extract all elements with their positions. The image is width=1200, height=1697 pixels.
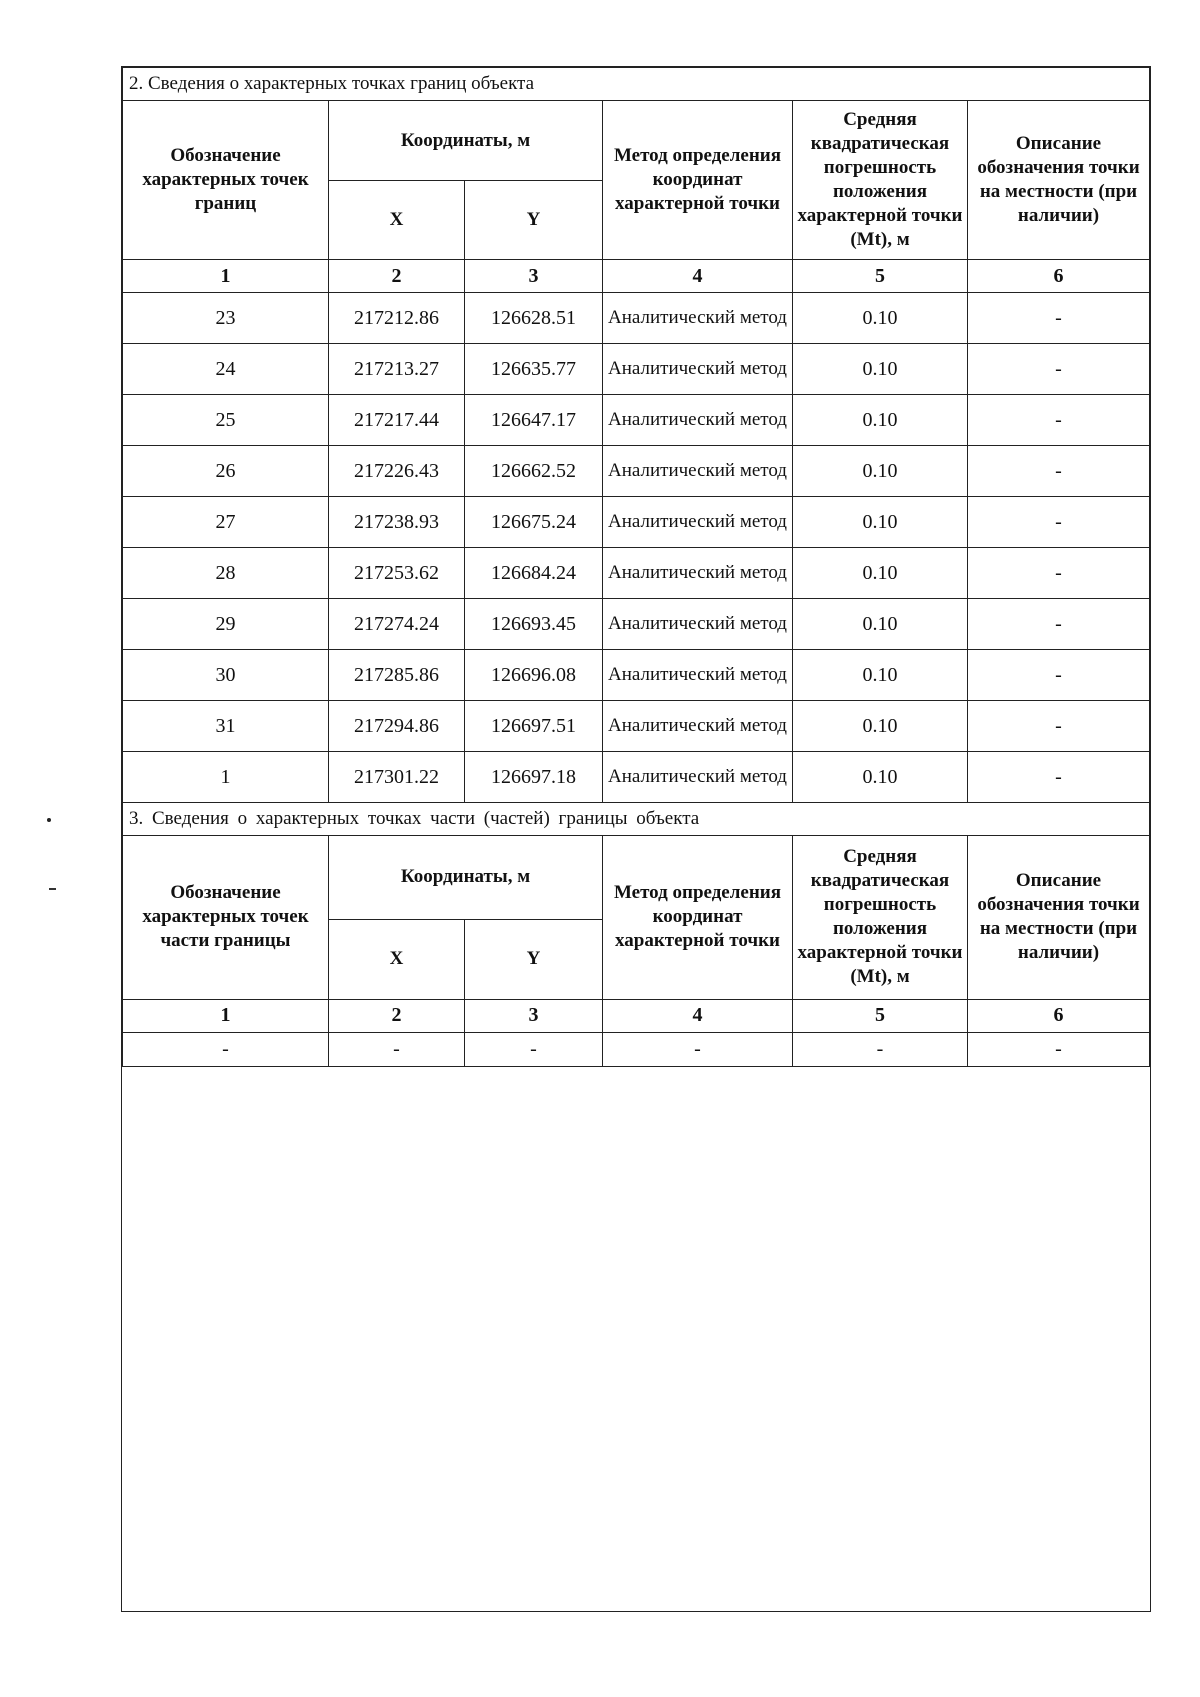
description-cell: - bbox=[968, 344, 1150, 395]
y-coordinate-cell: 126696.08 bbox=[465, 650, 603, 701]
point-designation-cell: 29 bbox=[123, 599, 329, 650]
section2-title: 2. Сведения о характерных точках границ объекта bbox=[123, 68, 1150, 101]
method-cell: Аналитический метод bbox=[603, 395, 793, 446]
document-frame bbox=[121, 66, 1151, 1612]
table-row bbox=[123, 395, 1150, 446]
x-coordinate-cell: 217217.44 bbox=[329, 395, 465, 446]
table-row bbox=[123, 293, 1150, 344]
section2-table bbox=[122, 67, 1150, 803]
method-cell: - bbox=[603, 1032, 793, 1066]
header-error: Средняя квадратическая погрешность положения характерной точки (Mt), м bbox=[793, 101, 968, 260]
y-coordinate-cell: 126693.45 bbox=[465, 599, 603, 650]
table-row bbox=[123, 548, 1150, 599]
x-coordinate-cell: 217226.43 bbox=[329, 446, 465, 497]
header-method: Метод определения координат характерной точки bbox=[603, 835, 793, 999]
table-row bbox=[123, 599, 1150, 650]
point-designation-cell: 28 bbox=[123, 548, 329, 599]
y-coordinate-cell: 126684.24 bbox=[465, 548, 603, 599]
section3-table bbox=[122, 802, 1150, 1067]
y-coordinate-cell: 126662.52 bbox=[465, 446, 603, 497]
point-designation-cell: 23 bbox=[123, 293, 329, 344]
point-designation-cell: 26 bbox=[123, 446, 329, 497]
table-row bbox=[123, 344, 1150, 395]
column-number-row bbox=[123, 260, 1150, 293]
mt-error-cell: 0.10 bbox=[793, 293, 968, 344]
description-cell: - bbox=[968, 293, 1150, 344]
column-number: 3 bbox=[465, 999, 603, 1032]
x-coordinate-cell: 217285.86 bbox=[329, 650, 465, 701]
column-number: 2 bbox=[329, 999, 465, 1032]
x-coordinate-cell: 217238.93 bbox=[329, 497, 465, 548]
y-coordinate-cell: - bbox=[465, 1032, 603, 1066]
method-cell: Аналитический метод bbox=[603, 548, 793, 599]
point-designation-cell: 27 bbox=[123, 497, 329, 548]
x-coordinate-cell: 217253.62 bbox=[329, 548, 465, 599]
header-description: Описание обозначения точки на местности (при наличии) bbox=[968, 101, 1150, 260]
mt-error-cell: 0.10 bbox=[793, 344, 968, 395]
header-error: Средняя квадратическая погрешность положения характерной точки (Mt), м bbox=[793, 835, 968, 999]
method-cell: Аналитический метод bbox=[603, 701, 793, 752]
header-coordinates: Координаты, м bbox=[329, 835, 603, 919]
table-row bbox=[123, 446, 1150, 497]
column-number: 6 bbox=[968, 999, 1150, 1032]
method-cell: Аналитический метод bbox=[603, 752, 793, 803]
mt-error-cell: - bbox=[793, 1032, 968, 1066]
header-x: X bbox=[329, 919, 465, 999]
point-designation-cell: 1 bbox=[123, 752, 329, 803]
mt-error-cell: 0.10 bbox=[793, 650, 968, 701]
scan-artifact-dash bbox=[49, 888, 56, 890]
table-row bbox=[123, 650, 1150, 701]
description-cell: - bbox=[968, 650, 1150, 701]
method-cell: Аналитический метод bbox=[603, 599, 793, 650]
scan-artifact-dot bbox=[47, 818, 51, 822]
column-number-row bbox=[123, 999, 1150, 1032]
header-description: Описание обозначения точки на местности (при наличии) bbox=[968, 835, 1150, 999]
method-cell: Аналитический метод bbox=[603, 293, 793, 344]
y-coordinate-cell: 126675.24 bbox=[465, 497, 603, 548]
point-designation-cell: 31 bbox=[123, 701, 329, 752]
description-cell: - bbox=[968, 446, 1150, 497]
method-cell: Аналитический метод bbox=[603, 650, 793, 701]
x-coordinate-cell: 217213.27 bbox=[329, 344, 465, 395]
header-y: Y bbox=[465, 181, 603, 260]
mt-error-cell: 0.10 bbox=[793, 497, 968, 548]
header-point-designation: Обозначение характерных точек границ bbox=[123, 101, 329, 260]
x-coordinate-cell: 217301.22 bbox=[329, 752, 465, 803]
column-number: 2 bbox=[329, 260, 465, 293]
y-coordinate-cell: 126697.51 bbox=[465, 701, 603, 752]
description-cell: - bbox=[968, 752, 1150, 803]
y-coordinate-cell: 126628.51 bbox=[465, 293, 603, 344]
mt-error-cell: 0.10 bbox=[793, 599, 968, 650]
x-coordinate-cell: - bbox=[329, 1032, 465, 1066]
method-cell: Аналитический метод bbox=[603, 497, 793, 548]
method-cell: Аналитический метод bbox=[603, 344, 793, 395]
column-number: 4 bbox=[603, 999, 793, 1032]
description-cell: - bbox=[968, 395, 1150, 446]
description-cell: - bbox=[968, 599, 1150, 650]
point-designation-cell: 30 bbox=[123, 650, 329, 701]
description-cell: - bbox=[968, 1032, 1150, 1066]
table-row bbox=[123, 701, 1150, 752]
description-cell: - bbox=[968, 497, 1150, 548]
column-number: 6 bbox=[968, 260, 1150, 293]
column-number: 3 bbox=[465, 260, 603, 293]
mt-error-cell: 0.10 bbox=[793, 446, 968, 497]
table-row bbox=[123, 752, 1150, 803]
header-y: Y bbox=[465, 919, 603, 999]
x-coordinate-cell: 217212.86 bbox=[329, 293, 465, 344]
column-number: 4 bbox=[603, 260, 793, 293]
section3-rows bbox=[123, 1032, 1150, 1066]
column-number: 1 bbox=[123, 999, 329, 1032]
header-part-point-designation: Обозначение характерных точек части границы bbox=[123, 835, 329, 999]
mt-error-cell: 0.10 bbox=[793, 701, 968, 752]
table-row bbox=[123, 1032, 1150, 1066]
header-coordinates: Координаты, м bbox=[329, 101, 603, 181]
point-designation-cell: 25 bbox=[123, 395, 329, 446]
description-cell: - bbox=[968, 548, 1150, 599]
mt-error-cell: 0.10 bbox=[793, 752, 968, 803]
section2-rows bbox=[123, 293, 1150, 803]
mt-error-cell: 0.10 bbox=[793, 395, 968, 446]
x-coordinate-cell: 217294.86 bbox=[329, 701, 465, 752]
y-coordinate-cell: 126635.77 bbox=[465, 344, 603, 395]
description-cell: - bbox=[968, 701, 1150, 752]
x-coordinate-cell: 217274.24 bbox=[329, 599, 465, 650]
column-number: 5 bbox=[793, 260, 968, 293]
y-coordinate-cell: 126647.17 bbox=[465, 395, 603, 446]
point-designation-cell: - bbox=[123, 1032, 329, 1066]
table-row bbox=[123, 497, 1150, 548]
header-method: Метод определения координат характерной точки bbox=[603, 101, 793, 260]
column-number: 1 bbox=[123, 260, 329, 293]
method-cell: Аналитический метод bbox=[603, 446, 793, 497]
mt-error-cell: 0.10 bbox=[793, 548, 968, 599]
point-designation-cell: 24 bbox=[123, 344, 329, 395]
header-x: X bbox=[329, 181, 465, 260]
column-number: 5 bbox=[793, 999, 968, 1032]
y-coordinate-cell: 126697.18 bbox=[465, 752, 603, 803]
section3-title: 3. Сведения о характерных точках части (частей) границы объекта bbox=[123, 802, 1150, 835]
